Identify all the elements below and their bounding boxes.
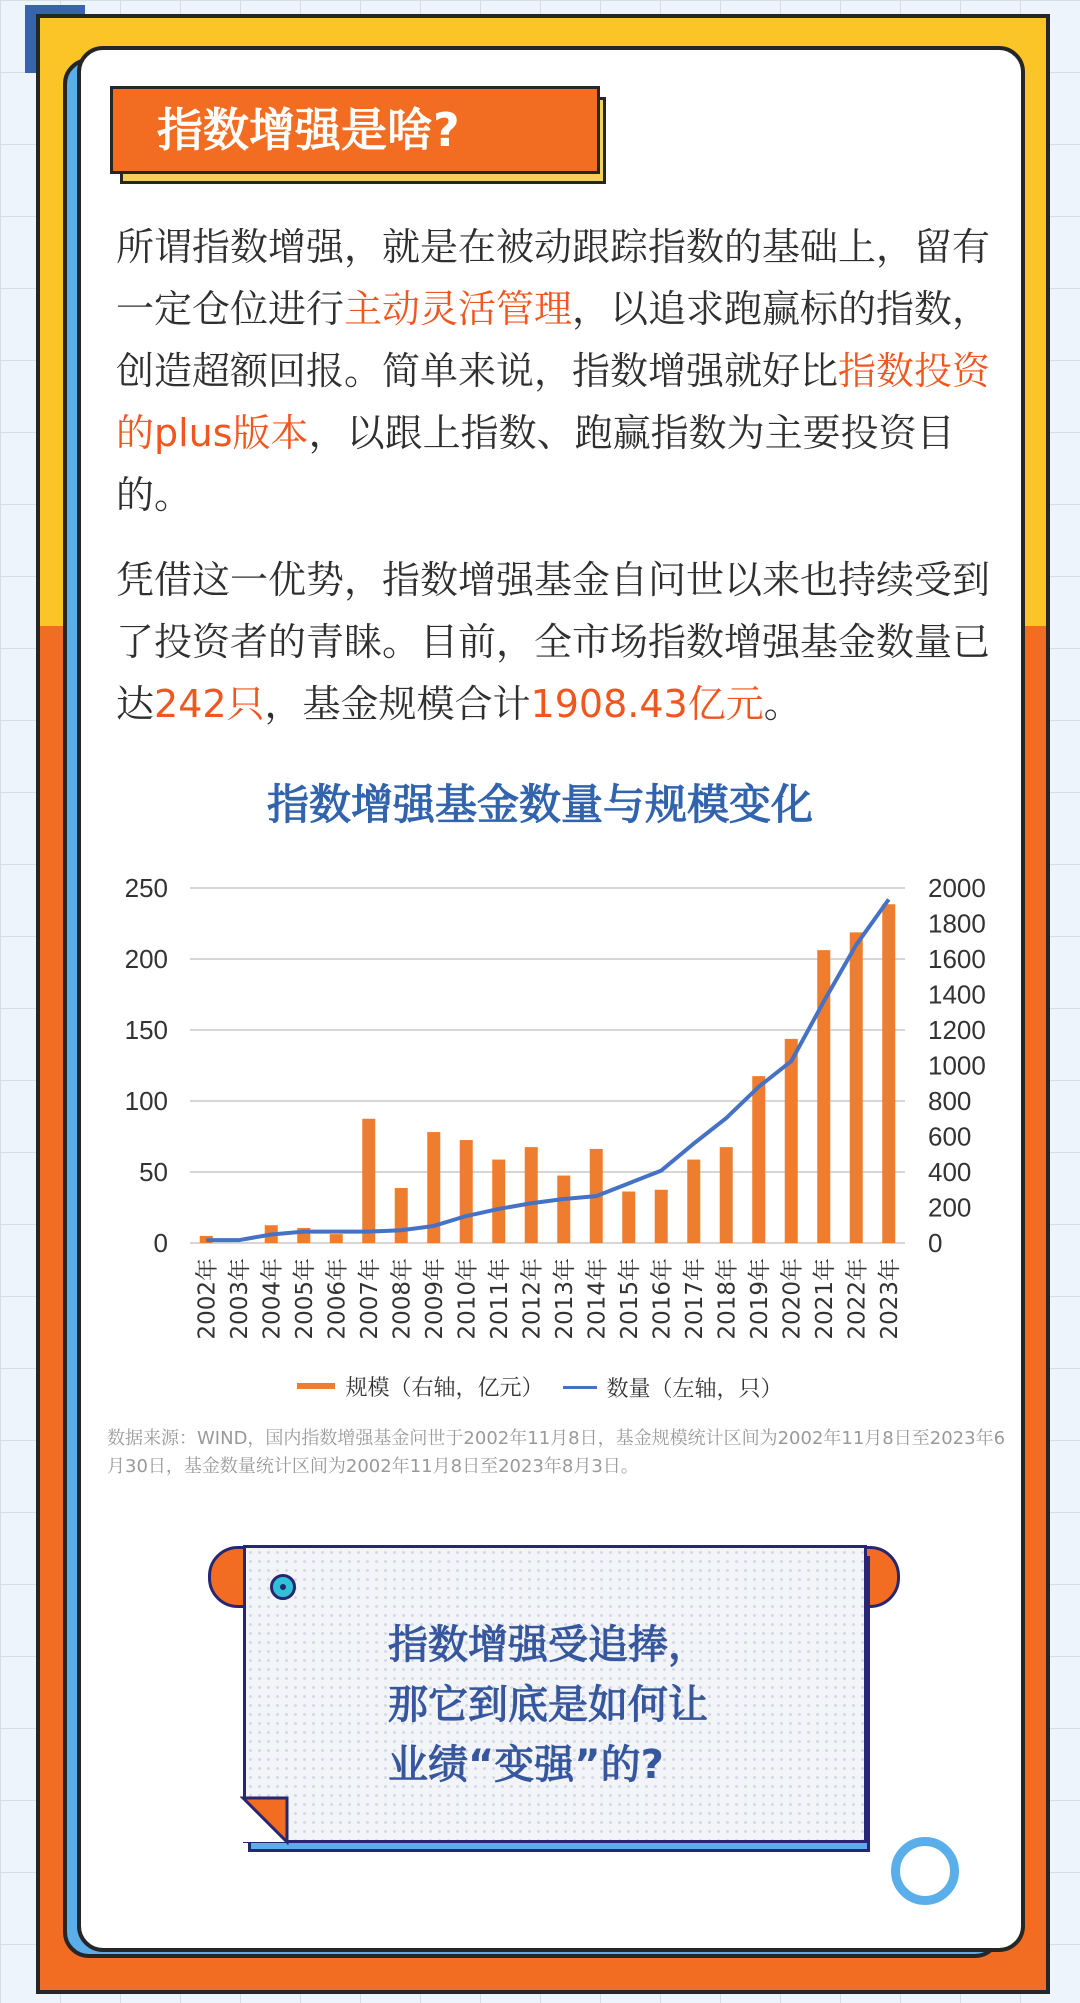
x-tick-label: 2010年 [454,1258,481,1340]
y-right-tick-label: 1600 [928,944,986,974]
legend-line-swatch [563,1386,597,1389]
y-right-tick-label: 600 [928,1121,972,1152]
y-right-tick-label: 1000 [928,1050,986,1081]
y-right-tick-label: 2000 [928,873,986,903]
intro-text-2: ，以追求跑赢标的指数，创造超额回报。简单来说，指数增强就好比 [116,287,991,393]
bar-2018年 [720,1147,733,1243]
bar-2016年 [655,1190,668,1243]
bar-2012年 [525,1147,538,1243]
bar-2010年 [460,1140,473,1243]
y-right-tick-label: 1800 [928,908,986,939]
bar-2017年 [687,1160,700,1243]
chart-legend [0,1370,1080,1403]
x-tick-label: 2020年 [779,1258,806,1340]
callout-line-3: 业绩“变强”的? [388,1742,664,1788]
callout-line-1: 指数增强受追捧， [388,1622,708,1668]
chart-title: 指数增强基金数量与规模变化 [266,780,813,829]
y-left-tick-label: 200 [124,944,168,974]
x-tick-label: 2011年 [486,1258,513,1340]
bar-2020年 [785,1039,798,1243]
callout-line-2: 那它到底是如何让 [388,1682,708,1728]
bar-2006年 [330,1234,343,1243]
x-tick-label: 2023年 [876,1258,903,1340]
legend-bar-swatch [297,1383,335,1389]
intro-text-3: ，以跟上指数、跑赢指数为主要投资目的。 [116,411,955,517]
bar-2007年 [362,1119,375,1243]
market-text-3: 。 [763,682,802,726]
y-left-tick-label: 150 [124,1015,168,1045]
y-right-tick-label: 0 [928,1228,943,1258]
market-text-2: ，基金规模合计 [264,682,531,726]
highlight-fund-count: 242只 [154,682,265,726]
highlight-plus-version: 指数投资的plus版本 [116,349,991,455]
x-tick-label: 2017年 [681,1258,708,1340]
data-source-note: 数据来源：WIND，国内指数增强基金问世于2002年11月8日，基金规模统计区间为2002年11月8日至2023年6月30日，基金数量统计区间为2002年11月8日至2023年8月3日。 [107,1428,1006,1477]
note-folded-corner [240,1795,290,1845]
legend-bar-label: 规模（右轴，亿元） [345,1375,544,1401]
y-right-tick-label: 400 [928,1157,972,1187]
market-text-1: 凭借这一优势，指数增强基金自问世以来也持续受到了投资者的青睐。目前，全市场指数增强基金数量已达 [116,558,991,726]
x-tick-label: 2007年 [356,1258,383,1340]
legend-line-label: 数量（左轴，只） [606,1377,783,1402]
ring-decoration [891,1837,959,1905]
x-tick-label: 2022年 [844,1258,871,1340]
section-title: 指数增强是啥? [110,86,600,174]
bar-2015年 [622,1192,635,1243]
x-tick-label: 2006年 [324,1258,351,1340]
x-tick-label: 2012年 [519,1258,546,1340]
y-right-tick-label: 1400 [928,979,986,1010]
x-tick-label: 2018年 [714,1258,741,1340]
x-tick-label: 2002年 [194,1258,221,1340]
intro-text-1: 所谓指数增强，就是在被动跟踪指数的基础上，留有一定仓位进行 [116,225,991,331]
highlight-fund-size: 1908.43亿元 [530,682,764,726]
x-tick-label: 2003年 [226,1258,253,1340]
callout-text [388,1615,828,1795]
y-right-tick-label: 200 [928,1192,972,1223]
y-right-tick-label: 800 [928,1086,972,1116]
x-tick-label: 2013年 [551,1258,578,1340]
bar-2008年 [395,1188,408,1243]
y-left-tick-label: 100 [124,1086,168,1116]
legend-item-bar [297,1371,543,1402]
highlight-active-management: 主动灵活管理 [344,287,573,331]
legend-item-line [563,1372,783,1403]
y-left-tick-label: 50 [139,1157,168,1187]
y-left-tick-label: 0 [153,1228,168,1258]
y-right-tick-label: 1200 [928,1015,986,1045]
bar-2022年 [850,932,863,1243]
x-tick-label: 2004年 [259,1258,286,1340]
x-tick-label: 2009年 [421,1258,448,1340]
x-tick-label: 2021年 [811,1258,838,1340]
bar-2019年 [752,1076,765,1243]
bar-2011年 [492,1160,505,1243]
x-tick-label: 2016年 [649,1258,676,1340]
x-tick-label: 2008年 [389,1258,416,1340]
x-tick-label: 2019年 [746,1258,773,1340]
y-left-tick-label: 250 [124,873,168,903]
x-tick-label: 2014年 [584,1258,611,1340]
x-tick-label: 2005年 [291,1258,318,1340]
pin-dot-icon [270,1574,296,1600]
bar-2023年 [882,904,895,1243]
x-tick-label: 2015年 [616,1258,643,1340]
bar-2013年 [557,1176,570,1243]
